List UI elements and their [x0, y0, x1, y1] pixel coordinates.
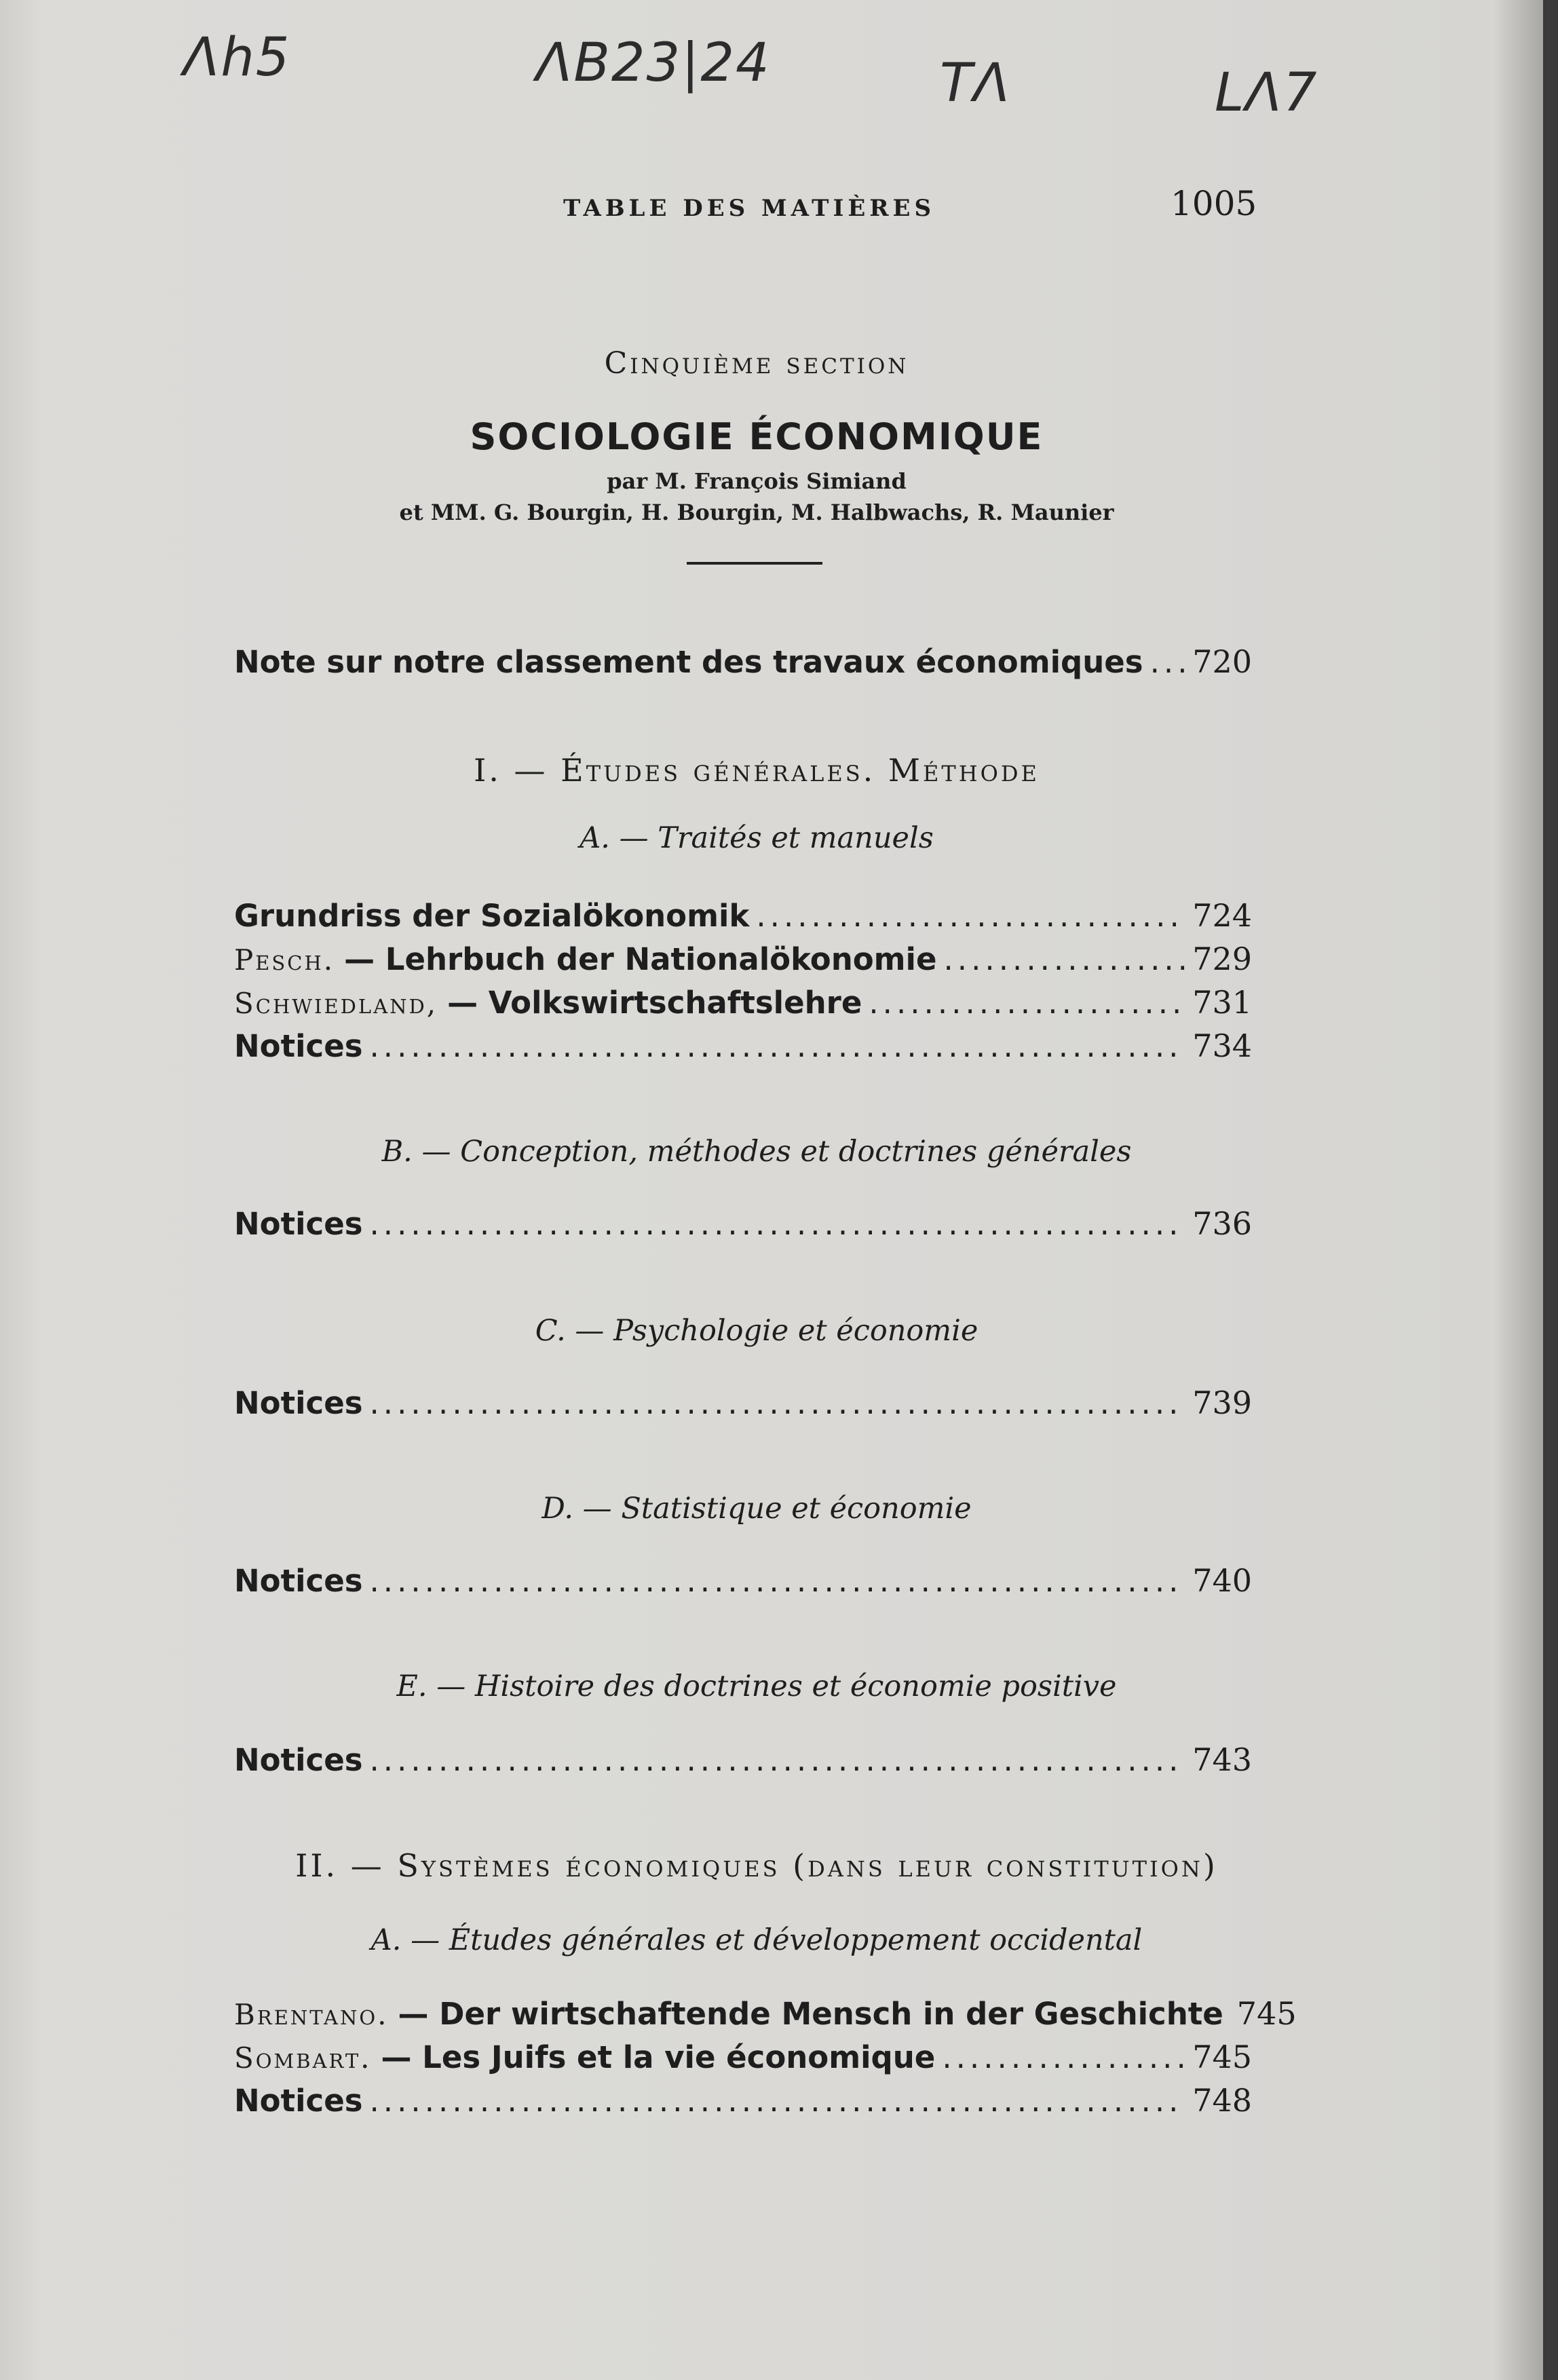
toc-entry: [234, 897, 1252, 934]
subsection-a-heading: A. — Traités et manuels: [580, 821, 934, 855]
toc-entry: [234, 1384, 1252, 1421]
part-1-heading: I. — Études générales. Méthode: [474, 752, 1040, 789]
toc-entry: [234, 1027, 1252, 1064]
toc-entry: [234, 1995, 1297, 2032]
dot-leader: [370, 1742, 1186, 1778]
section-title: SOCIOLOGIE ÉCONOMIQUE: [470, 415, 1044, 458]
toc-entry-page: 739: [1192, 1384, 1252, 1421]
section-number: Cinquième section: [604, 346, 909, 381]
toc-entry: [234, 1562, 1252, 1599]
part-2-subsection-a-heading: A. — Études générales et développement occidental: [370, 1923, 1143, 1957]
running-head-title: TABLE DES MATIÈRES: [563, 195, 936, 222]
toc-entry: [234, 1741, 1252, 1778]
toc-entry-title: Note sur notre classement des travaux économiques: [234, 644, 1143, 680]
toc-entry-author: Brentano.: [234, 1998, 389, 2031]
toc-entry-page: 734: [1192, 1027, 1252, 1064]
handwritten-note-1: Λh5: [183, 27, 291, 88]
toc-entry-title: Notices: [234, 1563, 363, 1599]
toc-entry-note: [234, 643, 1252, 680]
toc-entry: [234, 984, 1252, 1021]
handwritten-note-3: TΛ: [940, 53, 1012, 114]
toc-entry-author: Sombart.: [234, 2041, 372, 2075]
page-number: 1005: [1171, 184, 1257, 223]
dot-leader: [869, 985, 1185, 1021]
toc-entry-title: Notices: [234, 2083, 363, 2119]
subsection-e-heading: E. — Histoire des doctrines et économie positive: [396, 1669, 1117, 1703]
toc-entry-page: 743: [1192, 1741, 1252, 1778]
byline-1: par M. François Simiand: [607, 468, 907, 494]
toc-entry-page: 729: [1192, 941, 1252, 977]
dot-leader: [942, 2039, 1185, 2075]
toc-entry-title: Notices: [234, 1385, 363, 1421]
dot-leader: [944, 941, 1186, 977]
dot-leader: [370, 1206, 1186, 1242]
toc-entry-title: — Lehrbuch der Nationalökonomie: [344, 941, 937, 977]
toc-entry: [234, 1205, 1252, 1242]
dot-leader: [370, 1028, 1186, 1064]
subsection-b-heading: B. — Conception, méthodes et doctrines générales: [381, 1135, 1132, 1169]
toc-entry: [234, 941, 1252, 977]
toc-entry-title: Notices: [234, 1028, 363, 1064]
toc-entry: [234, 2082, 1252, 2119]
toc-entry: [234, 2039, 1252, 2075]
dot-leader: [756, 898, 1185, 934]
toc-entry-title: Grundriss der Sozialökonomik: [234, 898, 750, 934]
toc-entry-page: 736: [1192, 1205, 1252, 1242]
toc-entry-title: — Volkswirtschaftslehre: [447, 985, 862, 1021]
toc-entry-page: 720: [1192, 643, 1252, 680]
toc-entry-title: Notices: [234, 1206, 363, 1242]
dot-leader: [370, 1563, 1186, 1599]
page-edge: [1543, 0, 1558, 2380]
subsection-c-heading: C. — Psychologie et économie: [535, 1314, 978, 1348]
handwritten-note-2: ΛΒ23|24: [536, 33, 771, 94]
handwritten-note-4: LΛ7: [1215, 62, 1318, 124]
dot-leader: [1150, 644, 1186, 680]
toc-entry-author: Pesch.: [234, 943, 335, 977]
toc-entry-title: — Les Juifs et la vie économique: [381, 2039, 936, 2075]
toc-entry-page: 731: [1192, 984, 1252, 1021]
toc-entry-title: Notices: [234, 1742, 363, 1778]
section-rule: [687, 562, 822, 565]
dot-leader: [370, 2083, 1186, 2119]
toc-entry-title: — Der wirtschaftende Mensch in der Geschichte: [398, 1996, 1223, 2032]
toc-entry-page: 745: [1192, 2039, 1252, 2075]
toc-entry-page: 724: [1192, 897, 1252, 934]
toc-entry-page: 745: [1236, 1995, 1297, 2032]
toc-entry-page: 748: [1192, 2082, 1252, 2119]
dot-leader: [370, 1385, 1186, 1421]
part-2-heading: II. — Systèmes économiques (dans leur constitution): [295, 1847, 1218, 1884]
byline-2: et MM. G. Bourgin, H. Bourgin, M. Halbwachs, R. Maunier: [399, 499, 1114, 525]
toc-entry-author: Schwiedland,: [234, 987, 438, 1020]
toc-entry-page: 740: [1192, 1562, 1252, 1599]
subsection-d-heading: D. — Statistique et économie: [542, 1492, 972, 1526]
